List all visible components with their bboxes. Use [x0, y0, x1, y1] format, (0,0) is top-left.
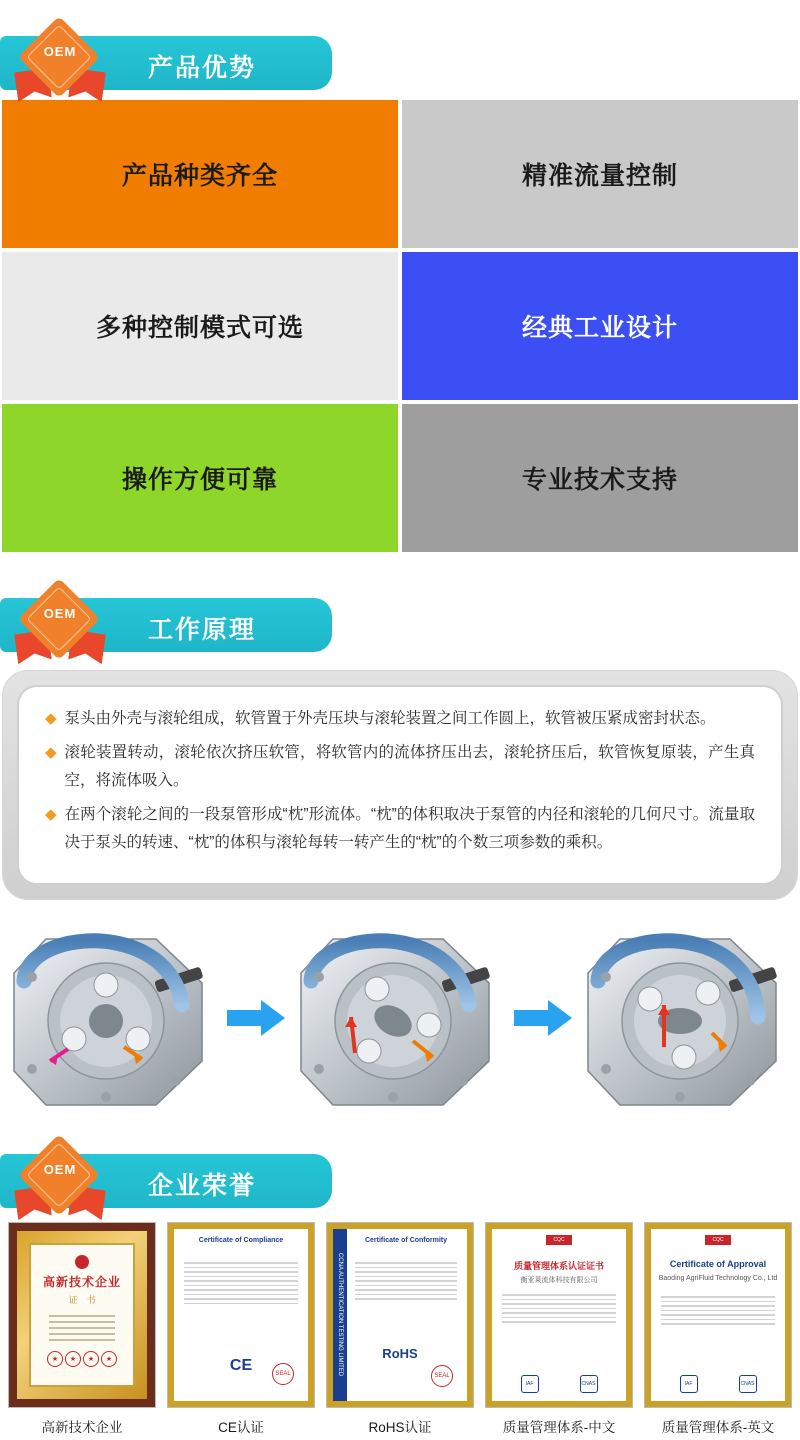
- certificate-text-lines: [355, 1259, 457, 1303]
- certificate-item: [8, 1222, 156, 1436]
- stamp-icon: SEAL: [272, 1363, 294, 1385]
- paper-certificate: [327, 1223, 473, 1407]
- plaque-seals: [47, 1351, 117, 1367]
- stamp-icon: SEAL: [431, 1365, 453, 1387]
- certificate-heading: Certificate of Compliance: [198, 1237, 284, 1244]
- principle-inner-panel: [17, 685, 783, 885]
- pump-stage-2-icon: [293, 921, 508, 1116]
- arrow-right-icon: [514, 998, 574, 1038]
- certificate-heading: Certificate of Approval: [669, 1259, 767, 1269]
- plaque-frame: [9, 1223, 155, 1407]
- principle-text: 泵头由外壳与滚轮组成，软管置于外壳压块与滚轮装置之间工作圆上，软管被压紧成密封状态。: [64, 710, 716, 727]
- certificate-image: [167, 1222, 315, 1408]
- section-header-advantages: [0, 14, 800, 92]
- accreditation-badges: [500, 1375, 618, 1393]
- oem-medal-icon: [14, 586, 106, 662]
- certificate-text-lines: [184, 1259, 298, 1307]
- certificate-subheading: 衡亚莱流体科技有限公司: [520, 1277, 598, 1284]
- issuer-logo-icon: CQC: [546, 1235, 572, 1245]
- oem-label: OEM: [43, 44, 77, 59]
- principle-text: 在两个滚轮之间的一段泵管形成“枕”形流体。“枕”的体积取决于泵管的内径和滚轮的几何尺寸。流量取决于泵头的转速、“枕”的体积与滚轮每转一转产生的“枕”的个数三项参数的乘积。: [64, 806, 755, 851]
- advantage-label: 操作方便可靠: [121, 466, 278, 494]
- certificate-item: [167, 1222, 315, 1436]
- diamond-bullet-icon: ◆: [45, 710, 57, 727]
- certificate-text-lines: [661, 1293, 775, 1328]
- advantage-cell: [0, 250, 400, 402]
- section-header-honor: [0, 1132, 800, 1210]
- certificate-heading: 质量管理体系认证证书: [513, 1261, 604, 1271]
- section-header-principle: [0, 576, 800, 654]
- ce-mark-icon: CE: [229, 1357, 253, 1374]
- diamond-bullet-icon: ◆: [45, 744, 57, 761]
- advantage-cell: [0, 402, 400, 554]
- advantage-label: 专业技术支持: [521, 466, 678, 494]
- plaque-subtitle: 证 书: [68, 1295, 96, 1305]
- product-page: [0, 14, 800, 1436]
- plaque-title: 高新技术企业: [42, 1275, 121, 1289]
- advantage-cell: [400, 402, 800, 554]
- seal-icon: ★: [101, 1351, 117, 1367]
- principle-item: [45, 801, 755, 857]
- certificate-subheading: Baoding AgriFluid Technology Co., Ltd: [658, 1275, 778, 1282]
- certificate-heading: Certificate of Conformity: [364, 1237, 448, 1244]
- certificate-caption: 高新技术企业: [41, 1420, 123, 1435]
- advantage-label: 精准流量控制: [521, 162, 678, 190]
- pump-principle-diagram: [0, 918, 800, 1118]
- plaque-inner: [29, 1243, 135, 1387]
- issuer-logo-icon: CQC: [705, 1235, 731, 1245]
- plaque-text-lines: [49, 1311, 115, 1345]
- section-title: 企业荣誉: [148, 1172, 257, 1200]
- advantage-label: 多种控制模式可选: [95, 314, 304, 342]
- oem-label: OEM: [43, 606, 77, 621]
- seal-icon: ★: [65, 1351, 81, 1367]
- certificates-row: [0, 1214, 800, 1436]
- certificate-caption: RoHS认证: [368, 1420, 432, 1435]
- certificate-item: [485, 1222, 633, 1436]
- certificate-item: [326, 1222, 474, 1436]
- paper-certificate: [645, 1223, 791, 1407]
- seal-icon: ★: [83, 1351, 99, 1367]
- iaf-badge-icon: IAF: [521, 1375, 539, 1393]
- arrow-right-icon: [227, 998, 287, 1038]
- principle-item: [45, 705, 755, 733]
- oem-label: OEM: [43, 1162, 77, 1177]
- certificate-item: [644, 1222, 792, 1436]
- certificate-image: [326, 1222, 474, 1408]
- section-title: 工作原理: [148, 616, 257, 644]
- oem-medal-icon: [14, 1142, 106, 1218]
- company-logo-icon: [75, 1255, 89, 1269]
- iaf-badge-icon: IAF: [680, 1375, 698, 1393]
- diamond-bullet-icon: ◆: [45, 806, 57, 823]
- advantage-cell: [0, 98, 400, 250]
- principle-outer-panel: [2, 670, 798, 900]
- pump-stage-1-icon: [6, 921, 221, 1116]
- advantage-cell: [400, 98, 800, 250]
- principle-section: [0, 670, 800, 900]
- advantage-label: 产品种类齐全: [121, 162, 278, 190]
- oem-medal-icon: [14, 24, 106, 100]
- principle-text: 滚轮装置转动，滚轮依次挤压软管，将软管内的流体挤压出去，滚轮挤压后，软管恢复原装，产生真空，将流体吸入。: [64, 744, 755, 789]
- accreditation-badges: [659, 1375, 777, 1393]
- advantage-label: 经典工业设计: [521, 314, 678, 342]
- cnas-badge-icon: CNAS: [739, 1375, 757, 1393]
- paper-certificate: [168, 1223, 314, 1407]
- cnas-badge-icon: CNAS: [580, 1375, 598, 1393]
- certificate-image: [485, 1222, 633, 1408]
- rohs-mark-icon: RoHS: [382, 1346, 418, 1361]
- paper-certificate: [486, 1223, 632, 1407]
- certificate-text-lines: [502, 1291, 616, 1326]
- pump-stage-3-icon: [580, 921, 795, 1116]
- section-title: 产品优势: [148, 54, 257, 82]
- certificate-caption: CE认证: [218, 1420, 264, 1435]
- certificate-side-text: CCNA AUTHENTICATION TESTING LIMITED: [333, 1229, 347, 1401]
- certificate-caption: 质量管理体系-英文: [661, 1420, 775, 1435]
- advantage-cell: [400, 250, 800, 402]
- advantages-grid: [0, 98, 800, 554]
- certificate-image: [8, 1222, 156, 1408]
- seal-icon: ★: [47, 1351, 63, 1367]
- certificate-image: [644, 1222, 792, 1408]
- principle-item: [45, 739, 755, 795]
- certificate-caption: 质量管理体系-中文: [502, 1420, 616, 1435]
